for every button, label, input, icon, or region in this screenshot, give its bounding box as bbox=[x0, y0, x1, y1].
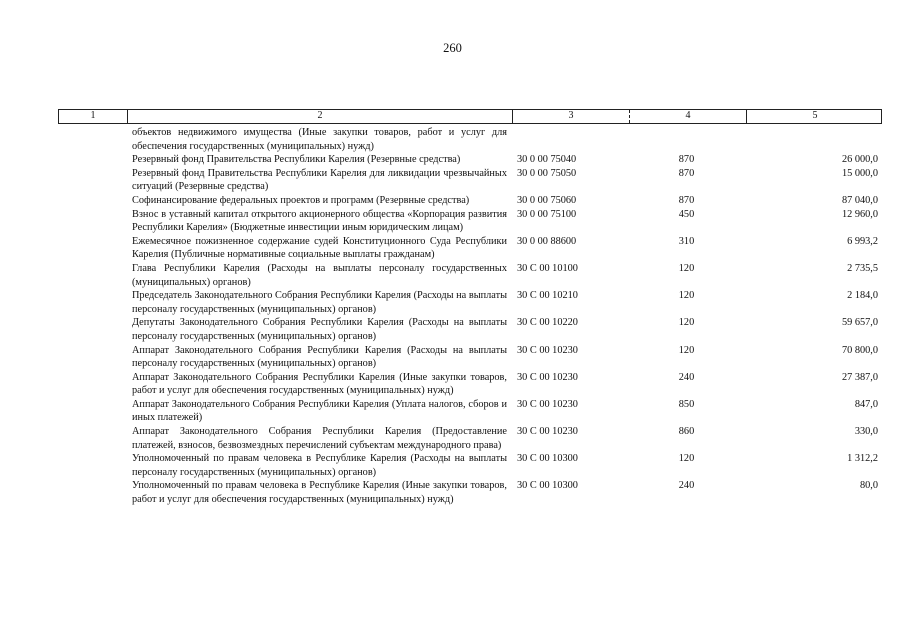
table-row bbox=[58, 479, 882, 506]
row-number-cell bbox=[58, 344, 126, 371]
page-number: 260 bbox=[443, 41, 462, 55]
row-number-cell bbox=[58, 235, 126, 262]
table-row bbox=[58, 126, 882, 153]
row-name-cell: Аппарат Законодательного Собрания Республики Карелия (Уплата налогов, сборов и иных платежей) bbox=[132, 398, 507, 424]
column-header-1: 1 bbox=[90, 110, 96, 121]
row-code-cell: 30 С 00 10230 bbox=[517, 426, 578, 438]
row-name-cell: Аппарат Законодательного Собрания Республики Карелия (Расходы на выплаты персоналу государственных (муниципальных) органов) bbox=[132, 344, 507, 370]
row-number-cell bbox=[58, 479, 126, 506]
row-sum-cell: 15 000,0 bbox=[841, 167, 878, 179]
row-expense-type-cell: 120 bbox=[678, 344, 695, 356]
row-name-cell: Резервный фонд Правительства Республики Карелия (Резервные средства) bbox=[132, 154, 461, 166]
row-code-cell: 30 0 00 75100 bbox=[517, 208, 577, 220]
row-expense-type-cell: 450 bbox=[678, 208, 695, 220]
table-row bbox=[58, 153, 882, 167]
row-expense-type-cell: 310 bbox=[678, 235, 695, 247]
row-name-cell: Аппарат Законодательного Собрания Республики Карелия (Иные закупки товаров, работ и услуг для обеспечения государственных (муниципальных) нужд) bbox=[132, 371, 507, 397]
row-name-cell: объектов недвижимого имущества (Иные закупки товаров, работ и услуг для обеспечения государственных (муниципальных) нужд) bbox=[132, 127, 507, 152]
row-sum-cell: 59 657,0 bbox=[841, 317, 878, 329]
table-row bbox=[58, 194, 882, 208]
row-sum-cell: 2 735,5 bbox=[847, 262, 878, 274]
row-sum-cell: 2 184,0 bbox=[847, 290, 878, 302]
row-number-cell bbox=[58, 126, 126, 153]
row-code-cell: 30 0 00 75050 bbox=[517, 167, 577, 179]
row-name-cell: Софинансирование федеральных проектов и программ (Резервные средства) bbox=[132, 194, 470, 206]
row-code-cell: 30 С 00 10230 bbox=[517, 371, 578, 383]
column-header-2: 2 bbox=[127, 110, 512, 123]
row-code-cell: 30 С 00 10230 bbox=[517, 344, 578, 356]
row-number-cell bbox=[58, 452, 126, 479]
row-name-cell: Депутаты Законодательного Собрания Республики Карелия (Расходы на выплаты персоналу государственных (муниципальных) органов) bbox=[132, 317, 507, 342]
row-number-cell bbox=[58, 289, 126, 316]
table-row bbox=[58, 289, 882, 316]
row-name-cell: Ежемесячное пожизненное содержание судей Конституционного Суда Республики Карелия (Публичные нормативные социальные выплаты гражданам) bbox=[132, 235, 507, 261]
row-sum-cell: 26 000,0 bbox=[841, 154, 878, 166]
row-number-cell bbox=[58, 194, 126, 208]
row-name-cell: Глава Республики Карелия (Расходы на выплаты персоналу государственных (муниципальных) органов) bbox=[132, 262, 507, 288]
row-expense-type-cell: 120 bbox=[678, 317, 695, 329]
row-sum-cell: 80,0 bbox=[859, 480, 878, 492]
row-sum-cell: 12 960,0 bbox=[841, 208, 878, 220]
row-expense-type-cell: 240 bbox=[678, 480, 695, 492]
table-row bbox=[58, 371, 882, 398]
row-sum-cell: 1 312,2 bbox=[847, 453, 878, 465]
row-sum-cell: 6 993,2 bbox=[847, 235, 878, 247]
row-sum-cell: 87 040,0 bbox=[841, 194, 878, 206]
row-name-cell: Резервный фонд Правительства Республики Карелия для ликвидации чрезвычайных ситуаций (Резервные средства) bbox=[132, 167, 507, 193]
row-number-cell bbox=[58, 262, 126, 289]
table-body bbox=[58, 126, 882, 507]
row-number-cell bbox=[58, 153, 126, 167]
table-row bbox=[58, 235, 882, 262]
table-header bbox=[58, 109, 882, 124]
row-expense-type-cell: 870 bbox=[678, 194, 695, 206]
row-code-cell: 30 0 00 75040 bbox=[517, 154, 577, 166]
row-sum-cell: 70 800,0 bbox=[841, 344, 878, 356]
table-row bbox=[58, 208, 882, 235]
row-sum-cell: 847,0 bbox=[854, 398, 878, 410]
row-number-cell bbox=[58, 316, 126, 343]
row-expense-type-cell: 240 bbox=[678, 371, 695, 383]
column-header-5: 5 bbox=[746, 110, 883, 123]
table-row bbox=[58, 344, 882, 371]
row-name-cell: Взнос в уставный капитал открытого акционерного общества «Корпорация развития Республики Карелия» (Бюджетные инвестиции иным юридическим лицам) bbox=[132, 208, 507, 234]
row-code-cell: 30 С 00 10220 bbox=[517, 317, 578, 329]
row-code-cell: 30 С 00 10100 bbox=[517, 262, 578, 274]
row-name-cell: Председатель Законодательного Собрания Республики Карелия (Расходы на выплаты персоналу государственных (муниципальных) органов) bbox=[132, 290, 507, 315]
table-row bbox=[58, 262, 882, 289]
row-code-cell: 30 С 00 10300 bbox=[517, 480, 578, 492]
row-number-cell bbox=[58, 425, 126, 452]
table-row bbox=[58, 452, 882, 479]
row-sum-cell bbox=[745, 126, 882, 153]
row-name-cell: Аппарат Законодательного Собрания Республики Карелия (Предоставление платежей, взносов, безвозмездных перечислений субъектам международного права) bbox=[132, 426, 507, 451]
column-header-3: 3 bbox=[512, 110, 629, 123]
row-sum-cell: 27 387,0 bbox=[841, 371, 878, 383]
row-expense-type-cell: 870 bbox=[678, 154, 695, 166]
row-number-cell bbox=[58, 208, 126, 235]
row-number-cell bbox=[58, 167, 126, 194]
row-code-cell: 30 С 00 10300 bbox=[517, 453, 578, 465]
row-code-cell: 30 0 00 75060 bbox=[517, 194, 577, 206]
row-sum-cell: 330,0 bbox=[854, 426, 878, 438]
row-expense-type-cell: 870 bbox=[678, 167, 695, 179]
row-expense-type-cell: 850 bbox=[678, 398, 695, 410]
row-name-cell: Уполномоченный по правам человека в Республике Карелия (Расходы на выплаты персоналу государственных (муниципальных) органов) bbox=[132, 453, 507, 478]
row-expense-type-cell: 120 bbox=[678, 290, 695, 302]
row-number-cell bbox=[58, 398, 126, 425]
row-expense-type-cell: 860 bbox=[678, 426, 695, 438]
row-code-cell: 30 С 00 10230 bbox=[517, 398, 578, 410]
table-row bbox=[58, 398, 882, 425]
row-expense-type-cell: 120 bbox=[678, 262, 695, 274]
row-number-cell bbox=[58, 371, 126, 398]
table-row bbox=[58, 316, 882, 343]
table-row bbox=[58, 425, 882, 452]
row-name-cell: Уполномоченный по правам человека в Республике Карелия (Иные закупки товаров, работ и услуг для обеспечения государственных (муниципальных) нужд) bbox=[132, 480, 507, 506]
row-expense-type-cell bbox=[628, 126, 745, 153]
table-row bbox=[58, 167, 882, 194]
row-code-cell bbox=[511, 126, 628, 153]
budget-table bbox=[58, 109, 882, 507]
row-code-cell: 30 С 00 10210 bbox=[517, 290, 578, 302]
column-header-4: 4 bbox=[629, 110, 746, 123]
row-code-cell: 30 0 00 88600 bbox=[517, 235, 577, 247]
row-expense-type-cell: 120 bbox=[678, 453, 695, 465]
